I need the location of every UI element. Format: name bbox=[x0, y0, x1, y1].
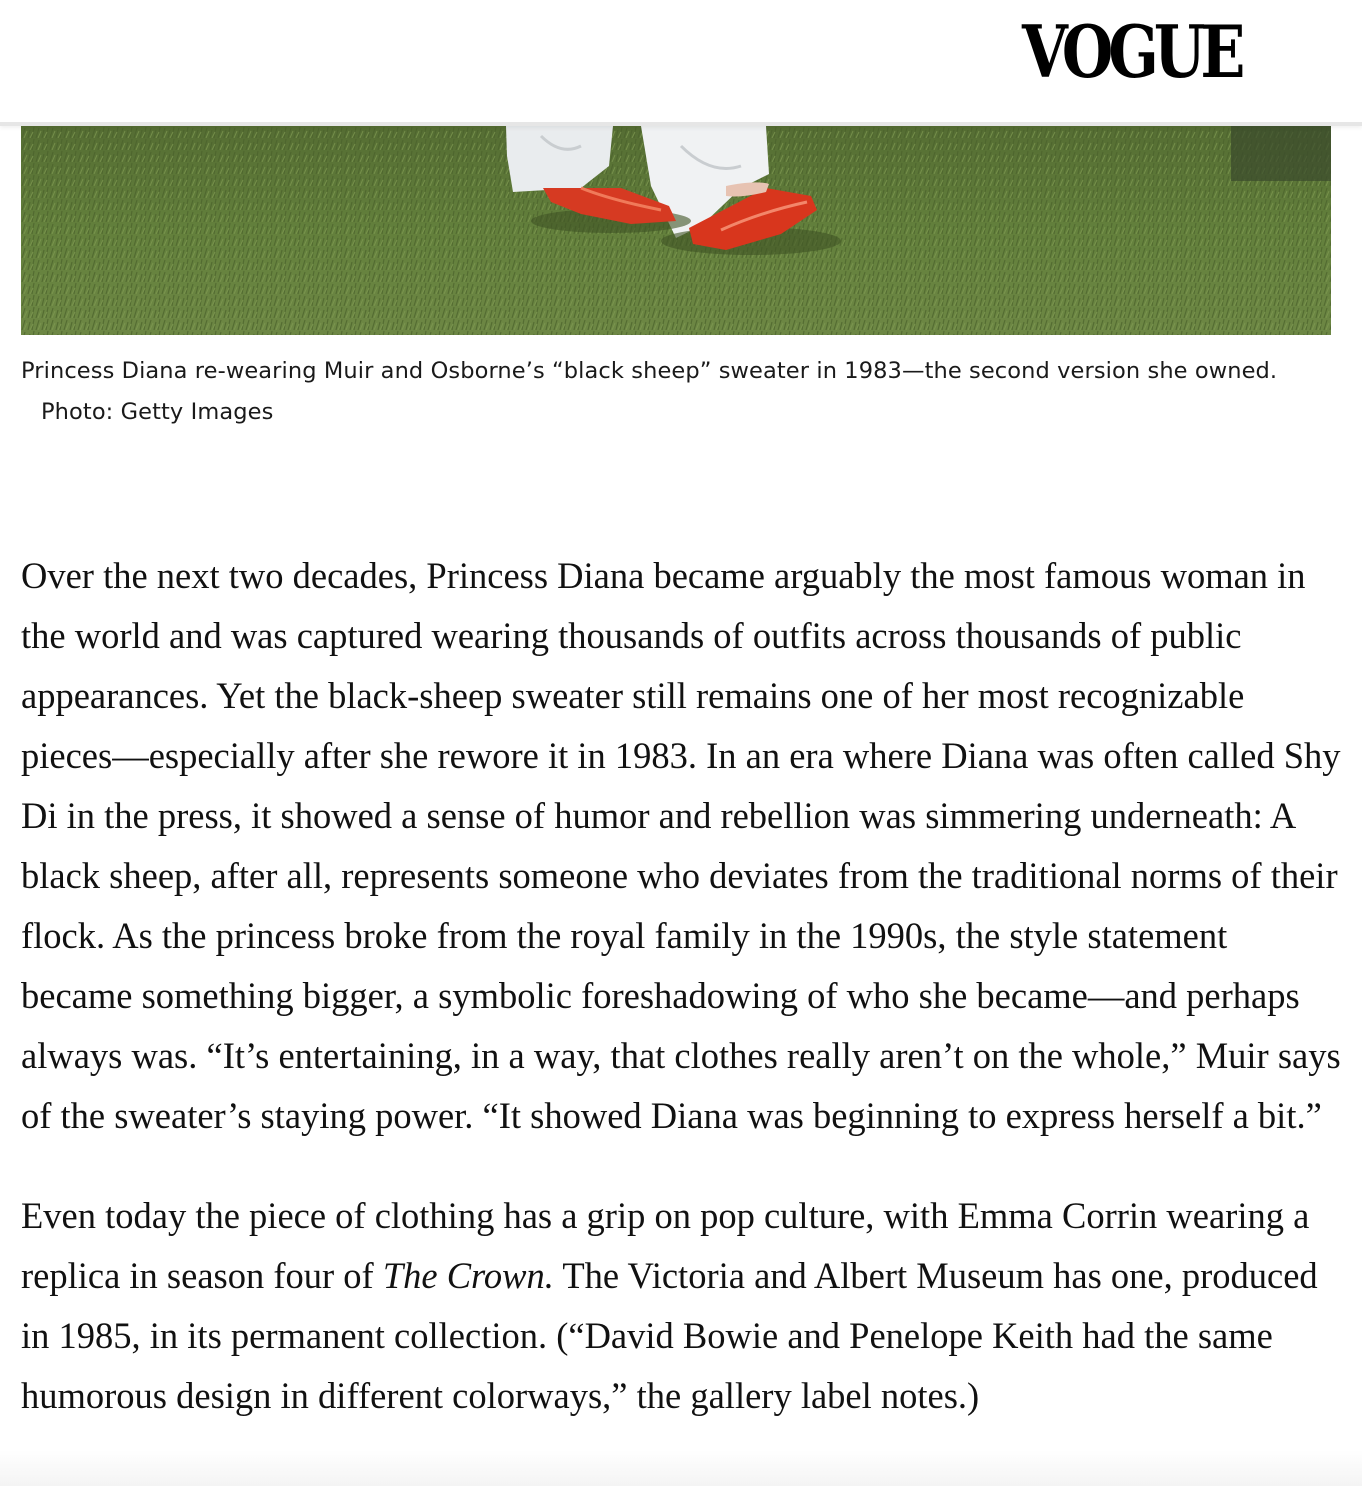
show-title: The Crown. bbox=[382, 1255, 554, 1296]
photo-credit: Photo: Getty Images bbox=[41, 399, 274, 425]
site-header bbox=[0, 0, 1362, 126]
caption-text: Princess Diana re-wearing Muir and Osborne’s “black sheep” sweater in 1983—the second version she owned. bbox=[21, 358, 1278, 384]
paragraph-text: The Victoria and Albert Museum has one, produced in 1985, in its permanent collection. (“David Bowie and Penelope Keith had the same humorous design in different colorways,” the gallery label notes.) bbox=[21, 1255, 1318, 1416]
article-body bbox=[21, 546, 1341, 1466]
photo-caption bbox=[21, 351, 1321, 433]
vogue-logo[interactable]: VOGUE bbox=[1021, 9, 1240, 94]
paragraph-text: Even today the piece of clothing has a grip on pop culture, with Emma Corrin wearing a replica in season four of bbox=[21, 1195, 1310, 1296]
photo-grass-red-shoes bbox=[21, 126, 1331, 335]
article-paragraph bbox=[21, 1186, 1341, 1426]
article-photo bbox=[21, 126, 1331, 335]
article-paragraph: Over the next two decades, Princess Diana became arguably the most famous woman in the world and was captured wearing thousands of outfits across thousands of public appearances. Yet the black-sheep sweater still remains one of her most recognizable pieces—especially after she rewore it in 1983. In an era where Diana was often called Shy Di in the press, it showed a sense of humor and rebellion was simmering underneath: A black sheep, after all, represents someone who deviates from the traditional norms of their flock. As the princess broke from the royal family in the 1990s, the style statement became something bigger, a symbolic foreshadowing of who she became—and perhaps always was. “It’s entertaining, in a way, that clothes really aren’t on the whole,” Muir says of the sweater’s staying power. “It showed Diana was beginning to express herself a bit.” bbox=[21, 555, 1341, 1136]
